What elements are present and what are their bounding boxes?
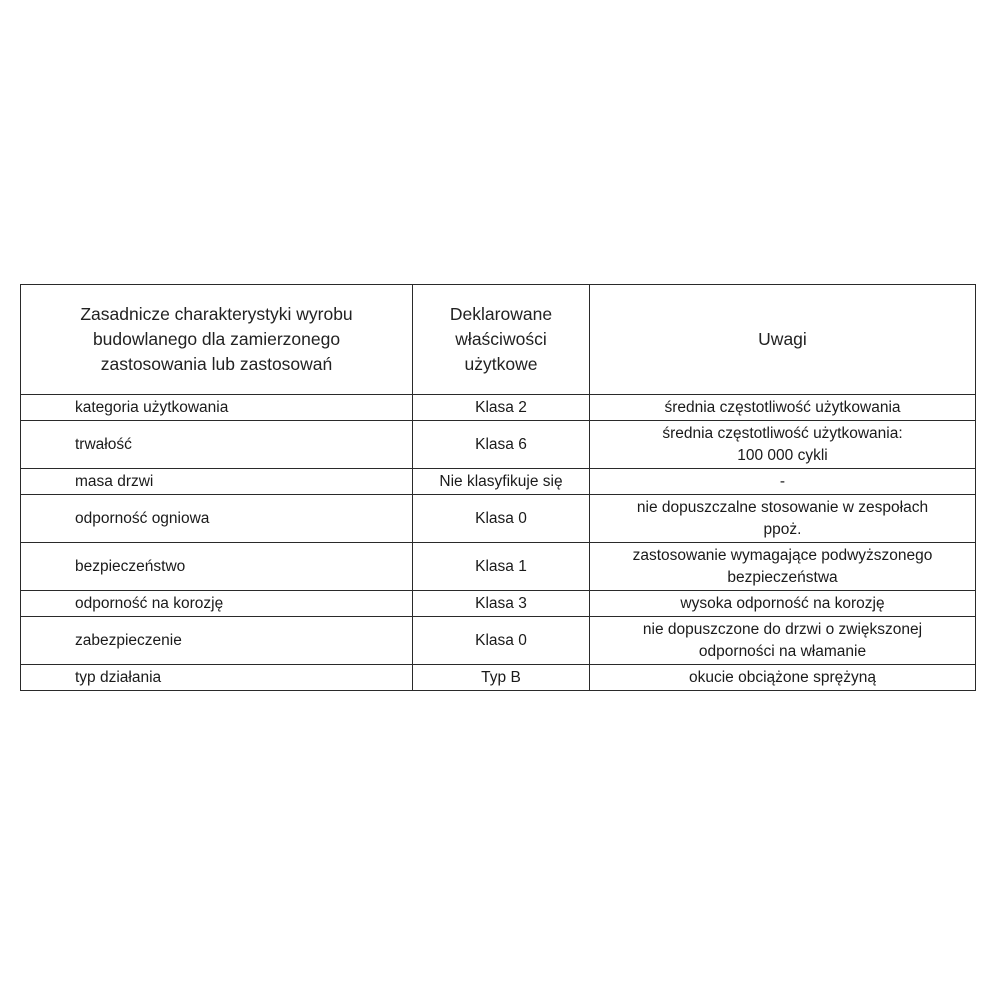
- declared-value-cell: Klasa 6: [413, 421, 590, 469]
- remarks-line: zastosowanie wymagające podwyższonego: [632, 546, 933, 564]
- header-declared-line: właściwości: [455, 329, 547, 349]
- declared-value-cell: Nie klasyfikuje się: [413, 469, 590, 495]
- table-row: [21, 543, 976, 591]
- remarks-cell: [590, 395, 976, 421]
- characteristic-cell: bezpieczeństwo: [21, 543, 413, 591]
- header-characteristics-line: budowlanego dla zamierzonego: [92, 329, 341, 349]
- header-remarks-line: Uwagi: [758, 329, 807, 349]
- declared-value-cell: Klasa 0: [413, 617, 590, 665]
- characteristic-cell: odporność ogniowa: [21, 495, 413, 543]
- table-row: [21, 591, 976, 617]
- remarks-line: -: [779, 472, 786, 490]
- header-remarks: [590, 285, 976, 395]
- remarks-cell: [590, 543, 976, 591]
- remarks-cell: [590, 591, 976, 617]
- declared-value-cell: Klasa 3: [413, 591, 590, 617]
- remarks-line: 100 000 cykli: [737, 446, 828, 464]
- remarks-cell: [590, 617, 976, 665]
- declared-value-cell: Klasa 1: [413, 543, 590, 591]
- remarks-line: nie dopuszczone do drzwi o zwiększonej: [642, 620, 923, 638]
- characteristic-cell: typ działania: [21, 665, 413, 691]
- header-characteristics-line: Zasadnicze charakterystyki wyrobu: [80, 304, 353, 324]
- declared-value-cell: Klasa 0: [413, 495, 590, 543]
- table-row: [21, 395, 976, 421]
- remarks-line: bezpieczeństwa: [727, 568, 838, 586]
- header-characteristics: [21, 285, 413, 395]
- header-declared-properties: [413, 285, 590, 395]
- characteristic-cell: odporność na korozję: [21, 591, 413, 617]
- remarks-cell: [590, 495, 976, 543]
- table-row: [21, 421, 976, 469]
- characteristic-cell: trwałość: [21, 421, 413, 469]
- header-characteristics-line: zastosowania lub zastosowań: [100, 354, 333, 374]
- table-row: [21, 469, 976, 495]
- remarks-line: średnia częstotliwość użytkowania: [664, 398, 901, 416]
- remarks-line: okucie obciążone sprężyną: [689, 668, 876, 686]
- header-declared-line: Deklarowane: [449, 304, 553, 324]
- remarks-cell: [590, 421, 976, 469]
- declared-value-cell: Typ B: [413, 665, 590, 691]
- remarks-line: odporności na włamanie: [698, 642, 867, 660]
- remarks-cell: [590, 469, 976, 495]
- specification-table: [20, 284, 976, 691]
- table-row: [21, 617, 976, 665]
- table-row: [21, 665, 976, 691]
- header-declared-line: użytkowe: [464, 354, 538, 374]
- table-row: [21, 495, 976, 543]
- remarks-cell: [590, 665, 976, 691]
- remarks-line: ppoż.: [763, 520, 802, 538]
- remarks-line: średnia częstotliwość użytkowania:: [662, 424, 903, 442]
- characteristic-cell: masa drzwi: [21, 469, 413, 495]
- characteristic-cell: zabezpieczenie: [21, 617, 413, 665]
- remarks-line: wysoka odporność na korozję: [680, 594, 885, 612]
- table-header-row: [21, 285, 976, 395]
- characteristic-cell: kategoria użytkowania: [21, 395, 413, 421]
- declared-value-cell: Klasa 2: [413, 395, 590, 421]
- remarks-line: nie dopuszczalne stosowanie w zespołach: [636, 498, 929, 516]
